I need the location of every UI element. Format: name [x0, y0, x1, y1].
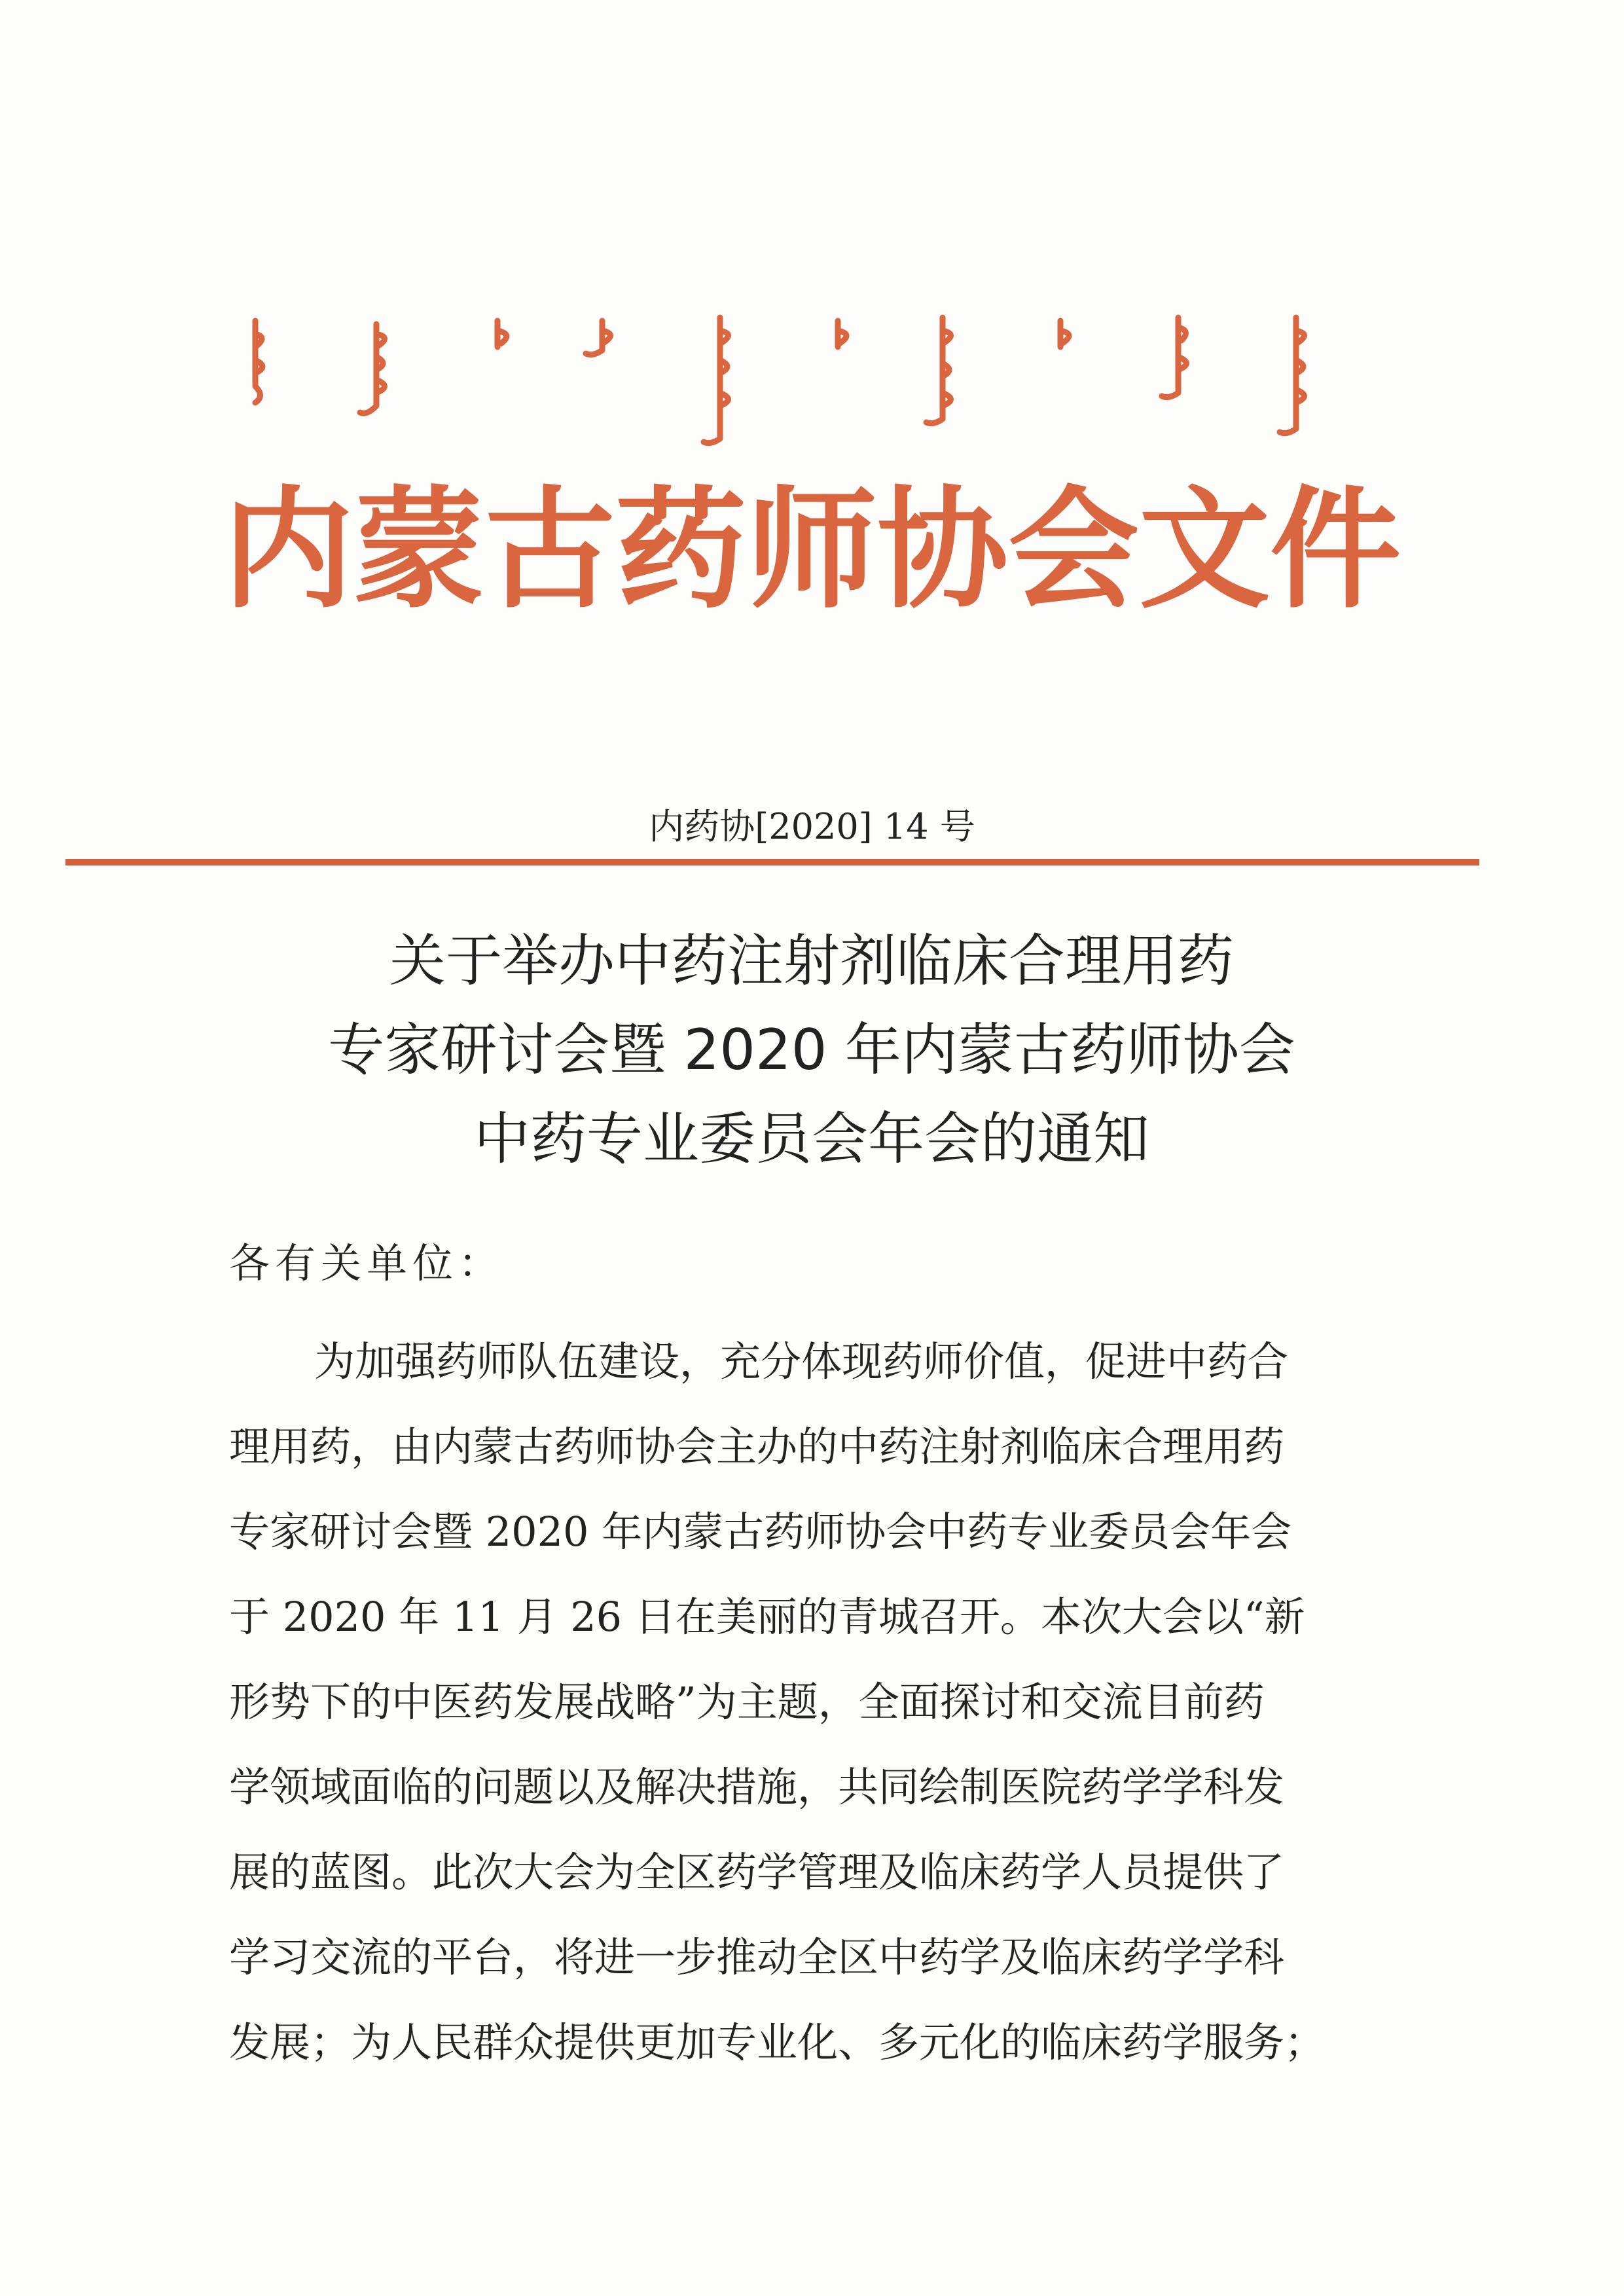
salutation: 各有关单位：	[229, 1239, 505, 1287]
org-title-char: 件	[1270, 473, 1401, 627]
org-title-char: 师	[746, 473, 878, 627]
mongolian-script-header	[236, 308, 1316, 452]
org-title-char: 古	[484, 473, 616, 627]
body-line: 理用药，由内蒙古药师协会主办的中药注射剂临床合理用药	[229, 1423, 1285, 1470]
notice-title-line-2: 专家研讨会暨 2020 年内蒙古药师协会	[328, 1017, 1295, 1083]
body-line: 为加强药师队伍建设，充分体现药师价值，促进中药合	[314, 1338, 1289, 1385]
notice-title	[196, 917, 1427, 1184]
mongolian-script-graphic	[236, 308, 1316, 452]
body-line: 形势下的中医药发展战略”为主题，全面探讨和交流目前药	[229, 1678, 1265, 1726]
notice-body	[229, 1319, 1368, 2085]
body-line: 发展；为人民群众提供更加专业化、多元化的临床药学服务；	[229, 2018, 1326, 2066]
org-title-char: 文	[1139, 473, 1271, 627]
body-line: 学习交流的平台，将进一步推动全区中药学及临床药学学科	[229, 1933, 1285, 1981]
body-line: 学领域面临的问题以及解决措施，共同绘制医院药学学科发	[229, 1763, 1285, 1811]
org-title-char: 会	[1008, 473, 1140, 627]
body-line: 专家研讨会暨 2020 年内蒙古药师协会中药专业委员会年会	[229, 1508, 1292, 1556]
org-title-char: 协	[877, 473, 1009, 627]
notice-title-line-1: 关于举办中药注射剂临床合理用药	[389, 928, 1234, 994]
body-line: 于 2020 年 11 月 26 日在美丽的青城召开。本次大会以“新	[229, 1593, 1305, 1641]
organization-document-title	[223, 471, 1401, 629]
org-title-char: 内	[223, 473, 354, 627]
body-line: 展的蓝图。此次大会为全区药学管理及临床药学人员提供了	[229, 1848, 1285, 1896]
document-number: 内药协[2020] 14 号	[649, 806, 975, 847]
org-title-char: 药	[615, 473, 747, 627]
notice-title-line-3: 中药专业委员会年会的通知	[474, 1106, 1149, 1172]
org-title-char: 蒙	[353, 473, 485, 627]
red-divider-rule	[65, 859, 1479, 866]
